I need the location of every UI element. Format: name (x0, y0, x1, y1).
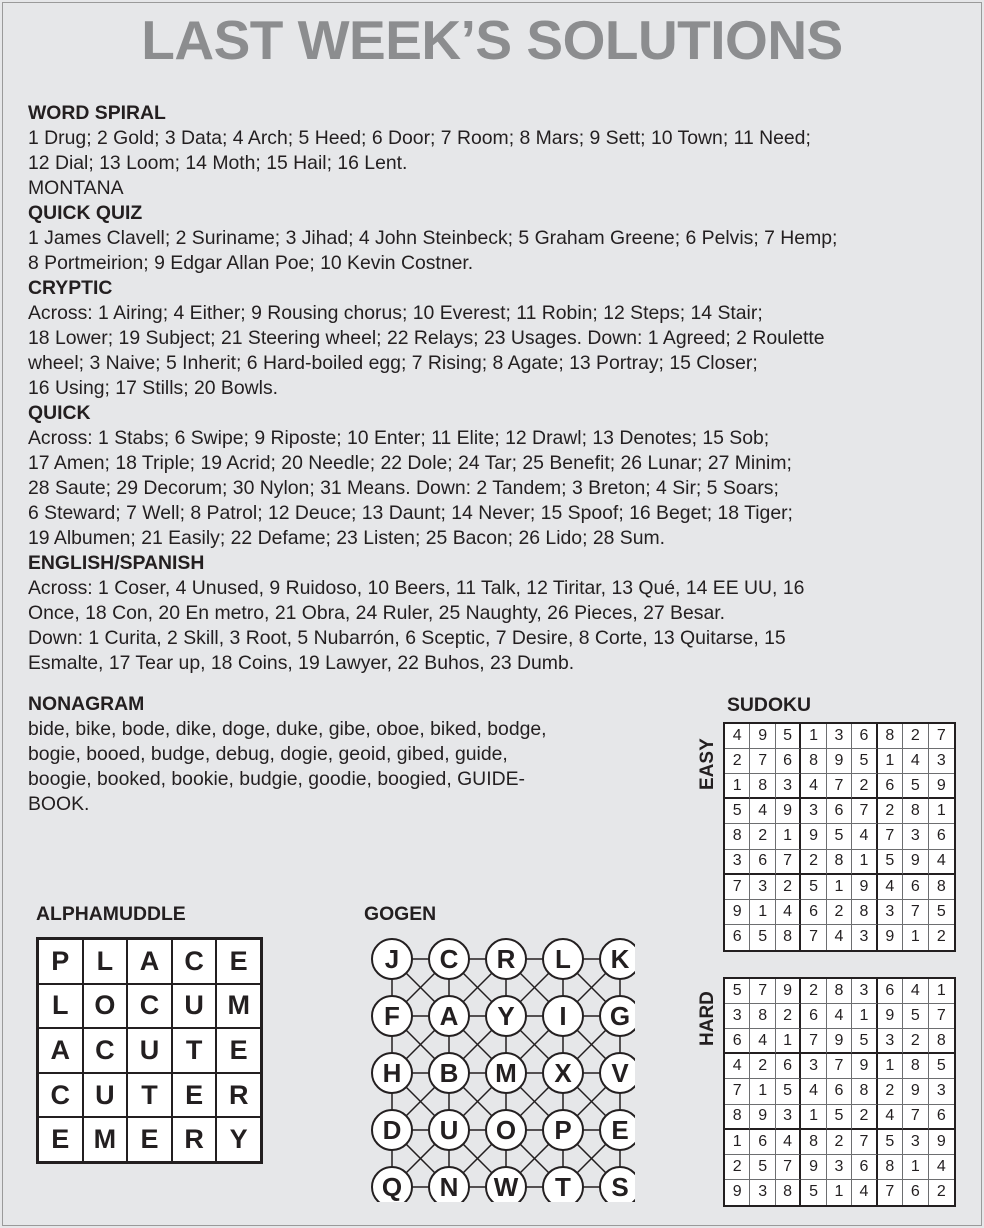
sudoku-cell: 2 (903, 1029, 928, 1054)
sudoku-cell: 9 (903, 850, 928, 875)
page-title: LAST WEEK’S SOLUTIONS (141, 9, 843, 71)
alphamuddle-cell: O (83, 984, 128, 1029)
sudoku-cell: 1 (725, 1130, 750, 1155)
alphamuddle-cell: L (38, 984, 83, 1029)
sudoku-easy-label: EASY (697, 738, 718, 790)
gogen-letter: S (611, 1172, 629, 1202)
section-line: 8 Portmeirion; 9 Edgar Allan Poe; 10 Kevin Costner. (28, 252, 474, 274)
sudoku-cell: 7 (929, 1004, 954, 1029)
sudoku-cell: 8 (776, 925, 801, 950)
sudoku-cell: 3 (750, 875, 775, 900)
gogen-letter: Q (381, 1172, 403, 1202)
alphamuddle-heading: ALPHAMUDDLE (36, 903, 186, 925)
sudoku-cell: 5 (725, 979, 750, 1004)
sudoku-cell: 5 (776, 724, 801, 749)
sudoku-cell: 8 (878, 724, 903, 749)
sudoku-cell: 9 (776, 799, 801, 824)
sudoku-cell: 8 (929, 875, 954, 900)
sudoku-cell: 3 (852, 925, 877, 950)
sudoku-cell: 7 (827, 774, 852, 799)
gogen-letter: O (495, 1115, 517, 1145)
sudoku-cell: 6 (878, 979, 903, 1004)
gogen-letter: X (554, 1058, 572, 1088)
sudoku-cell: 9 (852, 875, 877, 900)
sudoku-cell: 7 (801, 925, 826, 950)
sudoku-cell: 3 (801, 799, 826, 824)
section-heading: CRYPTIC (28, 277, 113, 299)
sudoku-cell: 4 (801, 774, 826, 799)
sudoku-cell: 1 (827, 1180, 852, 1205)
sudoku-cell: 7 (852, 799, 877, 824)
sudoku-cell: 6 (852, 1155, 877, 1180)
sudoku-cell: 6 (801, 1004, 826, 1029)
sudoku-cell: 4 (878, 1105, 903, 1130)
sudoku-cell: 7 (878, 824, 903, 849)
gogen-letter: A (439, 1001, 459, 1031)
sudoku-cell: 3 (903, 1130, 928, 1155)
sudoku-cell: 5 (801, 1180, 826, 1205)
sudoku-cell: 1 (750, 900, 775, 925)
sudoku-cell: 4 (750, 799, 775, 824)
sudoku-cell: 5 (750, 1155, 775, 1180)
sudoku-cell: 8 (929, 1029, 954, 1054)
sudoku-cell: 5 (725, 799, 750, 824)
sudoku-cell: 2 (776, 875, 801, 900)
alphamuddle-cell: T (127, 1073, 172, 1118)
sudoku-hard-grid (723, 977, 956, 1207)
sudoku-cell: 9 (776, 979, 801, 1004)
alphamuddle-cell: E (127, 1117, 172, 1162)
sudoku-cell: 6 (903, 1180, 928, 1205)
alphamuddle-cell: E (38, 1117, 83, 1162)
nonagram-section (28, 692, 628, 817)
sudoku-cell: 8 (801, 1130, 826, 1155)
sudoku-cell: 3 (929, 749, 954, 774)
sudoku-cell: 9 (827, 749, 852, 774)
section-line: 12 Dial; 13 Loom; 14 Moth; 15 Hail; 16 Lent. (28, 152, 408, 174)
sudoku-cell: 1 (852, 850, 877, 875)
gogen-heading: GOGEN (364, 903, 437, 925)
sudoku-cell: 8 (903, 1054, 928, 1079)
sudoku-cell: 4 (852, 824, 877, 849)
sudoku-cell: 7 (776, 1155, 801, 1180)
alphamuddle-cell: A (127, 939, 172, 984)
sudoku-cell: 2 (878, 799, 903, 824)
solutions-text (28, 101, 963, 676)
sudoku-cell: 1 (776, 1029, 801, 1054)
sudoku-cell: 2 (936, 928, 946, 946)
sudoku-cell: 5 (929, 900, 954, 925)
alphamuddle-cell: E (216, 939, 261, 984)
sudoku-cell: 7 (903, 900, 928, 925)
sudoku-cell: 6 (776, 1054, 801, 1079)
sudoku-cell: 4 (827, 925, 852, 950)
sudoku-cell: 6 (750, 1130, 775, 1155)
nonagram-body (28, 717, 628, 817)
sudoku-cell: 9 (878, 1004, 903, 1029)
alphamuddle-cell: P (38, 939, 83, 984)
sudoku-cell: 6 (878, 774, 903, 799)
sudoku-cell: 7 (852, 1130, 877, 1155)
nonagram-line: boogie, booked, bookie, budgie, goodie, boogied, GUIDE- (28, 768, 525, 790)
section-line: Down: 1 Curita, 2 Skill, 3 Root, 5 Nubarrón, 6 Sceptic, 7 Desire, 8 Corte, 13 Quitarse, 15 (28, 627, 786, 649)
sudoku-cell: 2 (725, 1155, 750, 1180)
sudoku-cell: 4 (725, 1054, 750, 1079)
section-line: 17 Amen; 18 Triple; 19 Acrid; 20 Needle; 22 Dole; 24 Tar; 25 Benefit; 26 Lunar; 27 Minim; (28, 452, 792, 474)
sudoku-cell: 3 (801, 1054, 826, 1079)
sudoku-cell: 6 (776, 749, 801, 774)
sudoku-cell: 1 (725, 774, 750, 799)
sudoku-cell: 2 (852, 1105, 877, 1130)
sudoku-cell: 7 (776, 850, 801, 875)
sudoku-cell: 8 (725, 824, 750, 849)
sudoku-cell: 9 (725, 900, 750, 925)
sudoku-cell: 7 (750, 749, 775, 774)
alphamuddle-cell: L (83, 939, 128, 984)
section-line: 18 Lower; 19 Subject; 21 Steering wheel; 22 Relays; 23 Usages. Down: 1 Agreed; 2 Roulette (28, 327, 825, 349)
gogen-letter: V (611, 1058, 629, 1088)
sudoku-cell: 6 (903, 875, 928, 900)
sudoku-cell: 6 (827, 1079, 852, 1104)
sudoku-cell: 4 (929, 1155, 954, 1180)
sudoku-cell: 8 (852, 1079, 877, 1104)
gogen-grid (365, 932, 635, 1202)
section-heading: QUICK (28, 402, 91, 424)
gogen-letter: Y (497, 1001, 515, 1031)
sudoku-cell: 4 (878, 875, 903, 900)
gogen-letter: W (493, 1172, 519, 1202)
alphamuddle-grid (36, 937, 263, 1164)
sudoku-cell: 9 (801, 1155, 826, 1180)
alphamuddle-cell: U (127, 1028, 172, 1073)
sudoku-cell: 7 (929, 724, 954, 749)
gogen-letter: C (439, 944, 459, 974)
sudoku-cell: 7 (903, 1105, 928, 1130)
sudoku-cell: 7 (725, 1079, 750, 1104)
sudoku-cell: 1 (852, 1004, 877, 1029)
sudoku-cell: 1 (750, 1079, 775, 1104)
sudoku-cell: 5 (776, 1079, 801, 1104)
sudoku-cell: 5 (878, 850, 903, 875)
sudoku-cell: 4 (776, 900, 801, 925)
sudoku-cell: 8 (827, 850, 852, 875)
section-line: Across: 1 Coser, 4 Unused, 9 Ruidoso, 10 Beers, 11 Talk, 12 Tiritar, 13 Qué, 14 EE UU, 16 (28, 577, 805, 599)
alphamuddle-cell: Y (216, 1117, 261, 1162)
sudoku-cell: 1 (878, 749, 903, 774)
alphamuddle-cell: R (216, 1073, 261, 1118)
sudoku-cell: 7 (750, 979, 775, 1004)
sudoku-cell: 3 (725, 850, 750, 875)
section-line: wheel; 3 Naive; 5 Inherit; 6 Hard-boiled egg; 7 Rising; 8 Agate; 13 Portray; 15 Closer; (28, 352, 758, 374)
section-heading: QUICK QUIZ (28, 202, 143, 224)
sudoku-cell: 4 (801, 1079, 826, 1104)
section-line: 28 Saute; 29 Decorum; 30 Nylon; 31 Means. Down: 2 Tandem; 3 Breton; 4 Sir; 5 Soars; (28, 477, 779, 499)
gogen-letter: R (496, 944, 516, 974)
sudoku-cell: 6 (929, 1105, 954, 1130)
alphamuddle-cell: E (216, 1028, 261, 1073)
alphamuddle-cell: C (127, 984, 172, 1029)
gogen-letter: L (555, 944, 571, 974)
alphamuddle-cell: C (172, 939, 217, 984)
gogen-letter: D (382, 1115, 402, 1145)
sudoku-cell: 2 (750, 1054, 775, 1079)
sudoku-cell: 9 (750, 724, 775, 749)
sudoku-cell: 5 (852, 1029, 877, 1054)
sudoku-cell: 6 (929, 824, 954, 849)
sudoku-cell: 5 (903, 774, 928, 799)
sudoku-cell: 5 (801, 875, 826, 900)
sudoku-cell: 6 (750, 850, 775, 875)
nonagram-line: bide, bike, bode, dike, doge, duke, gibe, oboe, biked, bodge, (28, 718, 547, 740)
sudoku-cell: 3 (776, 774, 801, 799)
sudoku-cell: 2 (878, 1079, 903, 1104)
sudoku-cell: 5 (903, 1004, 928, 1029)
gogen-letter: N (439, 1172, 459, 1202)
sudoku-cell: 4 (827, 1004, 852, 1029)
sudoku-cell: 2 (852, 774, 877, 799)
sudoku-cell: 6 (801, 900, 826, 925)
gogen-letter: K (610, 944, 630, 974)
sudoku-cell: 1 (801, 1105, 826, 1130)
sudoku-cell: 8 (750, 774, 775, 799)
sudoku-cell: 2 (827, 900, 852, 925)
sudoku-cell: 3 (776, 1105, 801, 1130)
section-line: 16 Using; 17 Stills; 20 Bowls. (28, 377, 279, 399)
sudoku-cell: 3 (852, 979, 877, 1004)
alphamuddle-cell: U (172, 984, 217, 1029)
sudoku-cell: 6 (827, 799, 852, 824)
sudoku-cell: 9 (929, 1130, 954, 1155)
alphamuddle-cell: T (172, 1028, 217, 1073)
alphamuddle-cell: U (83, 1073, 128, 1118)
sudoku-cell: 1 (776, 824, 801, 849)
sudoku-cell: 1 (827, 875, 852, 900)
alphamuddle-cell: R (172, 1117, 217, 1162)
section-line: Across: 1 Stabs; 6 Swipe; 9 Riposte; 10 Enter; 11 Elite; 12 Drawl; 13 Denotes; 15 Sob; (28, 427, 770, 449)
sudoku-cell: 9 (725, 1180, 750, 1205)
alphamuddle-cell: C (83, 1028, 128, 1073)
section-line: MONTANA (28, 177, 124, 199)
sudoku-cell: 7 (827, 1054, 852, 1079)
sudoku-cell: 5 (878, 1130, 903, 1155)
gogen-letter: F (384, 1001, 400, 1031)
sudoku-cell: 2 (776, 1004, 801, 1029)
sudoku-cell: 8 (725, 1105, 750, 1130)
sudoku-cell: 4 (903, 979, 928, 1004)
gogen-letter: U (439, 1115, 459, 1145)
sudoku-cell: 8 (852, 900, 877, 925)
alphamuddle-cell: C (38, 1073, 83, 1118)
sudoku-cell: 9 (852, 1054, 877, 1079)
sudoku-cell: 3 (725, 1004, 750, 1029)
section-line: 1 Drug; 2 Gold; 3 Data; 4 Arch; 5 Heed; 6 Door; 7 Room; 8 Mars; 9 Sett; 10 Town; 11 Need; (28, 127, 811, 149)
gogen-letter: P (554, 1115, 572, 1145)
sudoku-cell: 4 (725, 724, 750, 749)
section-line: Esmalte, 17 Tear up, 18 Coins, 19 Lawyer, 22 Buhos, 23 Dumb. (28, 652, 575, 674)
sudoku-cell: 1 (801, 724, 826, 749)
sudoku-cell: 3 (903, 824, 928, 849)
sudoku-cell: 5 (827, 824, 852, 849)
sudoku-cell: 2 (827, 1130, 852, 1155)
gogen-letter: I (559, 1001, 567, 1031)
sudoku-cell: 1 (929, 799, 954, 824)
gogen-letter: H (382, 1058, 402, 1088)
sudoku-cell: 9 (750, 1105, 775, 1130)
sudoku-cell: 9 (801, 824, 826, 849)
sudoku-cell: 3 (878, 900, 903, 925)
sudoku-cell: 8 (827, 979, 852, 1004)
sudoku-cell: 2 (903, 724, 928, 749)
alphamuddle-cell: E (172, 1073, 217, 1118)
sudoku-cell: 5 (929, 1054, 954, 1079)
alphamuddle-cell: A (38, 1028, 83, 1073)
gogen-letter: E (611, 1115, 629, 1145)
sudoku-cell: 3 (827, 1155, 852, 1180)
sudoku-cell: 4 (903, 749, 928, 774)
sudoku-cell: 7 (878, 1180, 903, 1205)
sudoku-cell: 8 (878, 1155, 903, 1180)
nonagram-heading: NONAGRAM (28, 693, 145, 715)
sudoku-cell: 1 (903, 1155, 928, 1180)
sudoku-cell: 4 (776, 1130, 801, 1155)
sudoku-cell: 2 (936, 1183, 946, 1201)
sudoku-cell: 6 (725, 1029, 750, 1054)
gogen-letter: J (384, 944, 400, 974)
section-line: 19 Albumen; 21 Easily; 22 Defame; 23 Listen; 25 Bacon; 26 Lido; 28 Sum. (28, 527, 666, 549)
sudoku-cell: 5 (852, 749, 877, 774)
sudoku-cell: 8 (801, 749, 826, 774)
sudoku-cell: 3 (878, 1029, 903, 1054)
nonagram-line: bogie, booed, budge, debug, dogie, geoid, gibed, guide, (28, 743, 508, 765)
sudoku-cell: 8 (750, 1004, 775, 1029)
sudoku-cell: 9 (878, 925, 903, 950)
sudoku-cell: 6 (725, 925, 750, 950)
gogen-letter: B (439, 1058, 459, 1088)
sudoku-cell: 4 (852, 1180, 877, 1205)
sudoku-easy-grid (723, 722, 956, 952)
sudoku-cell: 5 (750, 925, 775, 950)
sudoku-cell: 5 (827, 1105, 852, 1130)
alphamuddle-cell: M (83, 1117, 128, 1162)
sudoku-cell: 1 (903, 925, 928, 950)
nonagram-line: BOOK. (28, 793, 90, 815)
sudoku-cell: 2 (801, 979, 826, 1004)
section-heading: WORD SPIRAL (28, 102, 166, 124)
sudoku-cell: 7 (725, 875, 750, 900)
gogen-letter: M (495, 1058, 517, 1088)
sudoku-cell: 4 (929, 850, 954, 875)
sudoku-cell: 2 (801, 850, 826, 875)
section-line: Once, 18 Con, 20 En metro, 21 Obra, 24 Ruler, 25 Naughty, 26 Pieces, 27 Besar. (28, 602, 726, 624)
sudoku-heading: SUDOKU (727, 694, 812, 716)
sudoku-cell: 1 (929, 979, 954, 1004)
gogen-letter: G (609, 1001, 631, 1031)
section-line: 1 James Clavell; 2 Suriname; 3 Jihad; 4 John Steinbeck; 5 Graham Greene; 6 Pelvis; 7 Hemp; (28, 227, 838, 249)
sudoku-cell: 1 (878, 1054, 903, 1079)
sudoku-cell: 2 (725, 749, 750, 774)
sudoku-cell: 3 (929, 1079, 954, 1104)
sudoku-cell: 2 (750, 824, 775, 849)
section-line: 6 Steward; 7 Well; 8 Patrol; 12 Deuce; 13 Daunt; 14 Never; 15 Spoof; 16 Beget; 18 Tiger; (28, 502, 793, 524)
gogen-letter: T (555, 1172, 571, 1202)
section-line: Across: 1 Airing; 4 Either; 9 Rousing chorus; 10 Everest; 11 Robin; 12 Steps; 14 Stair; (28, 302, 763, 324)
sudoku-cell: 8 (903, 799, 928, 824)
sudoku-hard-label: HARD (697, 991, 718, 1046)
sudoku-cell: 3 (827, 724, 852, 749)
sudoku-cell: 4 (750, 1029, 775, 1054)
sudoku-cell: 9 (903, 1079, 928, 1104)
alphamuddle-cell: M (216, 984, 261, 1029)
sudoku-cell: 7 (801, 1029, 826, 1054)
sudoku-cell: 3 (750, 1180, 775, 1205)
sudoku-cell: 8 (776, 1180, 801, 1205)
sudoku-cell: 9 (929, 774, 954, 799)
sudoku-cell: 6 (852, 724, 877, 749)
sudoku-cell: 9 (827, 1029, 852, 1054)
section-heading: ENGLISH/SPANISH (28, 552, 205, 574)
